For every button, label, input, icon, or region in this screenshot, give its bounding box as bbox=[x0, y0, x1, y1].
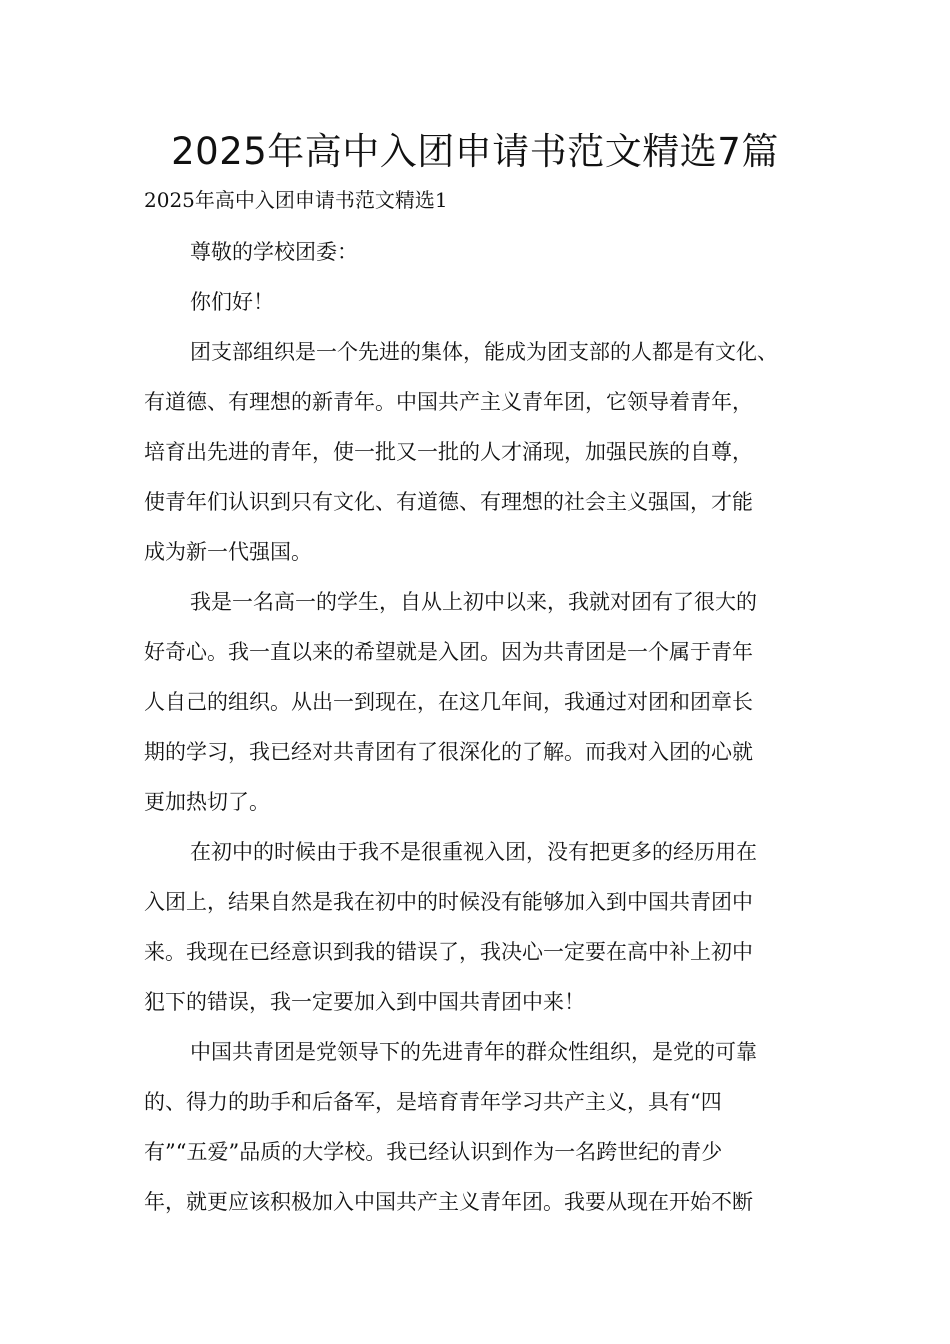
paragraph-line: 来。我现在已经意识到我的错误了，我决心一定要在高中补上初中 bbox=[144, 940, 753, 964]
paragraph-line: 我是一名高一的学生，自从上初中以来，我就对团有了很大的 bbox=[190, 590, 757, 614]
paragraph-line: 团支部组织是一个先进的集体，能成为团支部的人都是有文化、 bbox=[190, 340, 778, 364]
paragraph-line: 有道德、有理想的新青年。中国共产主义青年团，它领导着青年， bbox=[144, 390, 753, 414]
greeting-line: 你们好！ bbox=[190, 290, 274, 314]
salutation-line: 尊敬的学校团委： bbox=[190, 240, 358, 264]
paragraph-line: 培育出先进的青年，使一批又一批的人才涌现，加强民族的自尊， bbox=[144, 440, 753, 464]
paragraph-line: 中国共青团是党领导下的先进青年的群众性组织，是党的可靠 bbox=[190, 1040, 757, 1064]
paragraph-line: 更加热切了。 bbox=[144, 790, 270, 814]
paragraph-line: 使青年们认识到只有文化、有道德、有理想的社会主义强国，才能 bbox=[144, 490, 753, 514]
paragraph-line: 好奇心。我一直以来的希望就是入团。因为共青团是一个属于青年 bbox=[144, 640, 753, 664]
paragraph-line: 期的学习，我已经对共青团有了很深化的了解。而我对入团的心就 bbox=[144, 740, 753, 764]
paragraph-line: 成为新一代强国。 bbox=[144, 540, 312, 564]
paragraph-line: 年，就更应该积极加入中国共产主义青年团。我要从现在开始不断 bbox=[144, 1190, 753, 1214]
paragraph-line: 的、得力的助手和后备军，是培育青年学习共产主义，具有“四 bbox=[144, 1090, 722, 1114]
document-title: 2025年高中入团申请书范文精选7篇 bbox=[171, 130, 779, 173]
paragraph-line: 入团上，结果自然是我在初中的时候没有能够加入到中国共青团中 bbox=[144, 890, 753, 914]
section-heading: 2025年高中入团申请书范文精选1 bbox=[144, 188, 448, 212]
paragraph-line: 在初中的时候由于我不是很重视入团，没有把更多的经历用在 bbox=[190, 840, 757, 864]
paragraph-line: 犯下的错误，我一定要加入到中国共青团中来！ bbox=[144, 990, 585, 1014]
paragraph-line: 有”“五爱”品质的大学校。我已经认识到作为一名跨世纪的青少 bbox=[144, 1140, 723, 1164]
paragraph-line: 人自己的组织。从出一到现在，在这几年间，我通过对团和团章长 bbox=[144, 690, 753, 714]
